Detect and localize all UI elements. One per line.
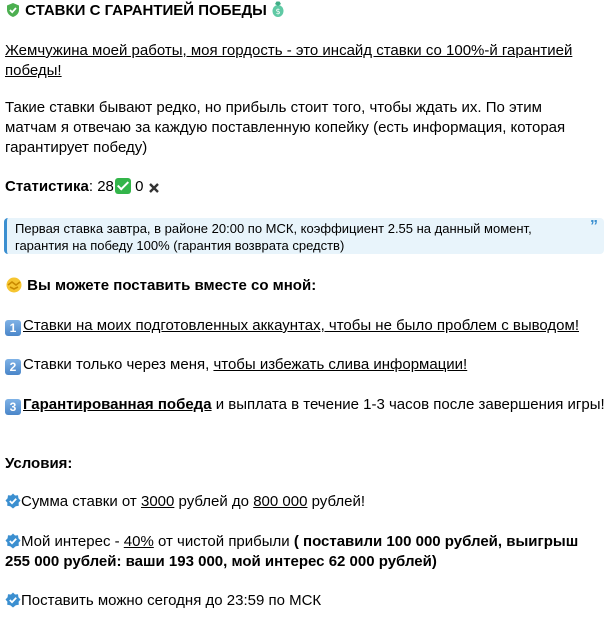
verified-badge-icon xyxy=(5,592,21,614)
keycap-2-icon: 2 xyxy=(5,359,21,375)
post-title: СТАВКИ С ГАРАНТИЕЙ ПОБЕДЫ xyxy=(25,2,267,19)
point-1-link[interactable]: Ставки на моих подготовленных аккаунтах, чтобы не было проблем с выводом! xyxy=(23,317,580,334)
condition-3-text: Поставить можно сегодня до 23:59 по МСК xyxy=(21,592,322,609)
para-line-2: матчам я отвечаю за каждую поставленную копейку (есть информация, которая xyxy=(5,119,566,136)
stats-sep: : xyxy=(88,178,98,195)
stats-losses: 0 xyxy=(135,178,144,195)
together-row xyxy=(5,276,316,299)
quote-block xyxy=(4,218,604,254)
point-2 xyxy=(5,355,467,375)
point-3 xyxy=(5,395,605,415)
condition-2-cont xyxy=(5,552,437,572)
condition-1-post: рублей! xyxy=(307,493,366,510)
conditions-heading-text: Условия: xyxy=(5,455,73,472)
conditions-heading xyxy=(5,454,72,474)
intro-line-2[interactable]: победы! xyxy=(5,62,62,79)
stats-row xyxy=(5,177,160,200)
condition-1-min[interactable]: 3000 xyxy=(140,493,175,510)
condition-2-bold-2: 255 000 рублей: ваши 193 000, мой интерес 62 000 рублей) xyxy=(5,553,437,570)
condition-2-bold-1: ( поставили 100 000 рублей, выигрыш xyxy=(293,533,579,550)
point-3-text: и выплата в течение 1-3 часов после завершения игры! xyxy=(211,396,605,413)
quote-line-2: гарантия на победу 100% (гарантия возврата средств) xyxy=(15,238,345,253)
check-mark-icon xyxy=(115,178,131,194)
condition-2-mid: от чистой прибыли xyxy=(153,533,294,550)
keycap-1-icon: 1 xyxy=(5,320,21,336)
stats-label: Статистика xyxy=(5,178,89,195)
point-1 xyxy=(5,316,579,336)
handshake-icon xyxy=(5,277,23,299)
condition-1-mid: рублей до xyxy=(174,493,254,510)
post-title-row xyxy=(5,0,285,24)
verified-badge-icon xyxy=(5,493,21,515)
svg-text:$: $ xyxy=(275,7,281,16)
point-2-text: Ставки только через меня, xyxy=(23,356,214,373)
quote-line-1: Первая ставка завтра, в районе 20:00 по МСК, коэффициент 2.55 на данный момент, xyxy=(15,221,532,236)
point-2-link[interactable]: чтобы избежать слива информации! xyxy=(213,356,468,373)
point-3-link[interactable]: Гарантированная победа xyxy=(23,396,212,413)
condition-2-pct[interactable]: 40% xyxy=(123,533,154,550)
condition-1-pre: Сумма ставки от xyxy=(21,493,141,510)
condition-2-pre: Мой интерес - xyxy=(21,533,124,550)
verified-shield-icon xyxy=(5,2,21,24)
together-text: Вы можете поставить вместе со мной: xyxy=(27,277,317,294)
para-line-3: гарантирует победу) xyxy=(5,139,148,156)
cross-mark-icon xyxy=(148,180,160,200)
condition-1 xyxy=(5,492,365,515)
stats-wins: 28 xyxy=(97,178,114,195)
condition-3 xyxy=(5,591,321,614)
condition-1-max[interactable]: 800 000 xyxy=(253,493,308,510)
keycap-3-icon: 3 xyxy=(5,399,21,415)
money-bag-icon xyxy=(271,0,285,24)
quote-mark-icon: ” xyxy=(590,218,598,235)
intro-line-1[interactable]: Жемчужина моей работы, моя гордость - это инсайд ставки со 100%-й гарантией xyxy=(5,42,573,59)
para-line-1: Такие ставки бывают редко, но прибыль стоит того, чтобы ждать их. По этим xyxy=(5,99,542,116)
